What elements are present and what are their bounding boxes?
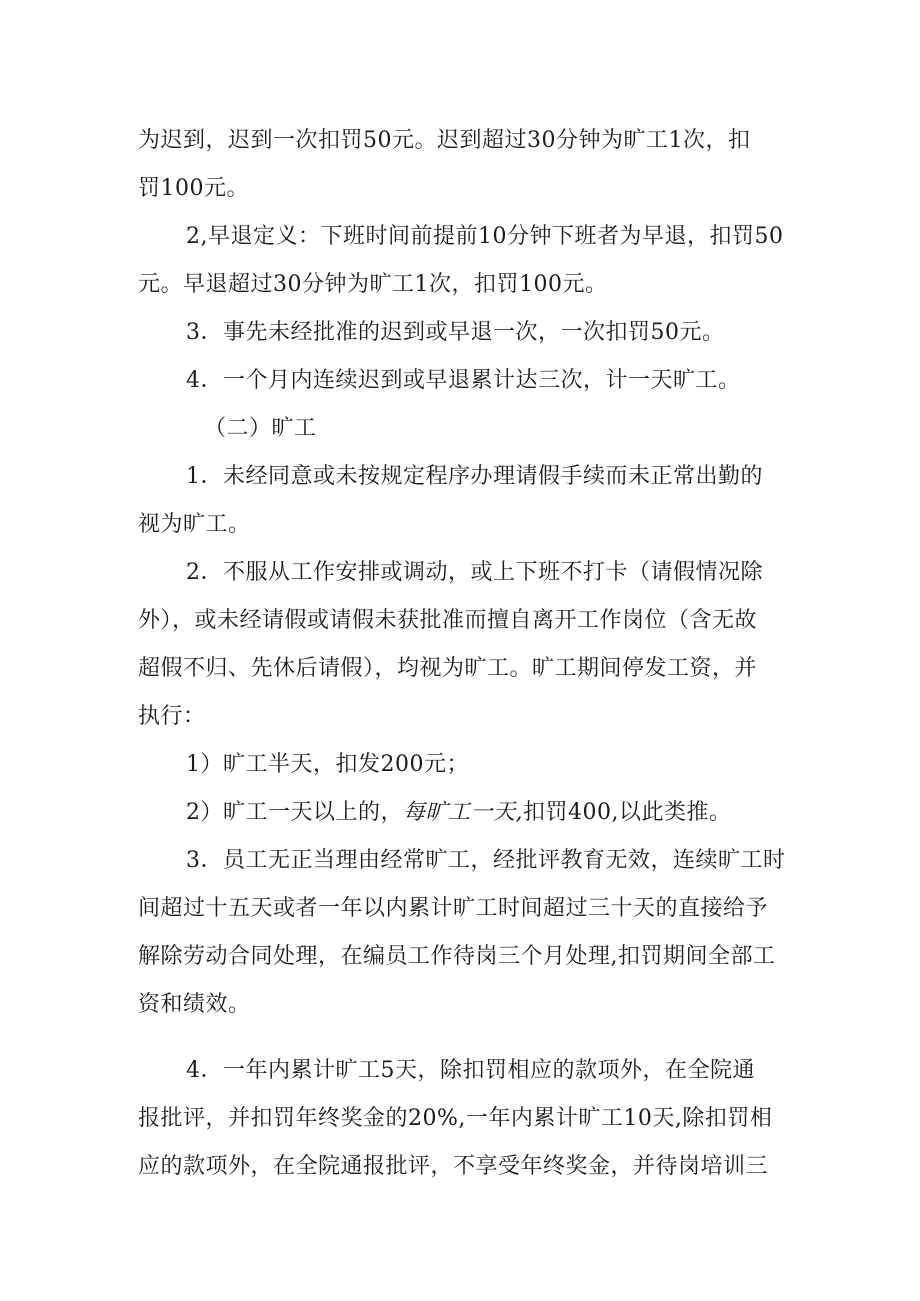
paragraph-line: 间超过十五天或者一年以内累计旷工时间超过三十天的直接给予 <box>138 896 769 921</box>
paragraph-line: 视为旷工。 <box>138 512 251 537</box>
paragraph-line: 4．一个月内连续迟到或早退累计达三次，计一天旷工。 <box>186 368 741 393</box>
paragraph-line: 应的款项外，在全院通报批评，不享受年终奖金，并待岗培训三 <box>138 1154 769 1179</box>
paragraph-line: 元。早退超过30分钟为旷工1次，扣罚100元。 <box>138 272 608 297</box>
paragraph-line: 外），或未经请假或请假未获批准而擅自离开工作岗位（含无故 <box>138 608 758 633</box>
list-item-line: 1）旷工半天，扣发200元； <box>186 752 469 777</box>
paragraph-line: 4．一年内累计旷工5天，除扣罚相应的款项外，在全院通 <box>186 1058 755 1083</box>
paragraph-line: 报批评，并扣罚年终奖金的20%,一年内累计旷工10天,除扣罚相 <box>138 1106 773 1131</box>
list-item-text: 扣罚400,以此类推。 <box>523 800 732 825</box>
paragraph-line: 解除劳动合同处理，在编员工作待岗三个月处理,扣罚期间全部工 <box>138 944 776 969</box>
paragraph-line: 2,早退定义：下班时间前提前10分钟下班者为早退，扣罚50 <box>186 224 784 249</box>
section-heading: （二）旷工 <box>204 416 317 441</box>
italic-emphasis: 每旷工一天, <box>403 800 523 825</box>
paragraph-line: 1．未经同意或未按规定程序办理请假手续而未正常出勤的 <box>186 464 763 489</box>
list-item-line <box>186 798 732 828</box>
paragraph-line: 为迟到，迟到一次扣罚50元。迟到超过30分钟为旷工1次，扣 <box>138 128 751 153</box>
paragraph-line: 罚100元。 <box>138 176 249 201</box>
paragraph-line: 资和绩效。 <box>138 992 251 1017</box>
paragraph-line: 3．事先未经批准的迟到或早退一次，一次扣罚50元。 <box>186 320 725 345</box>
paragraph-line: 超假不归、先休后请假），均视为旷工。旷工期间停发工资，并 <box>138 656 758 681</box>
paragraph-line: 3．员工无正当理由经常旷工，经批评教育无效，连续旷工时 <box>186 848 786 873</box>
paragraph-line: 2．不服从工作安排或调动，或上下班不打卡（请假情况除 <box>186 560 763 585</box>
paragraph-line: 执行： <box>138 704 206 729</box>
list-item-text: 2）旷工一天以上的， <box>186 800 403 825</box>
